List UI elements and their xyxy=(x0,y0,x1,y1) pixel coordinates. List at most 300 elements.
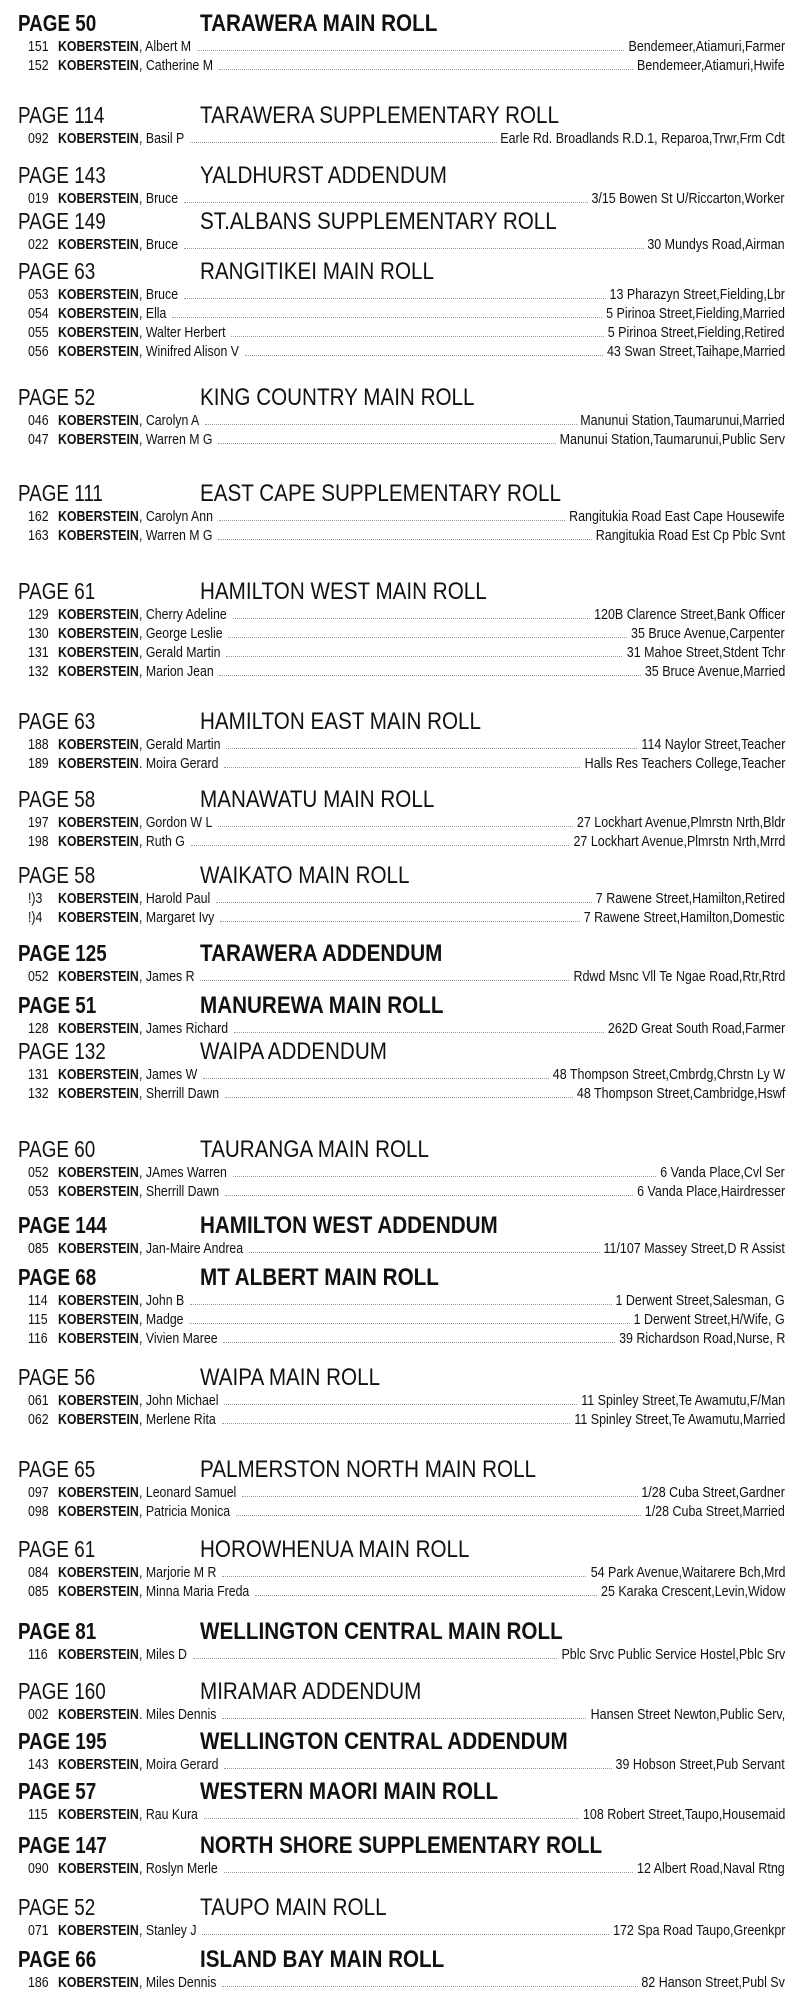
entry-address-occupation: 35 Bruce Avenue,Married xyxy=(644,664,785,680)
entry-surname: KOBERSTEIN xyxy=(58,1975,139,1991)
entry-surname: KOBERSTEIN xyxy=(58,432,139,448)
roll-entry xyxy=(0,1564,805,1583)
roll-entry xyxy=(0,644,805,663)
roll-entry xyxy=(0,968,805,987)
page-number: PAGE 81 xyxy=(18,1618,97,1644)
roll-entry xyxy=(0,1392,805,1411)
entry-number: 022 xyxy=(28,237,49,253)
entry-number: 115 xyxy=(28,1312,48,1328)
entry-surname: KOBERSTEIN xyxy=(58,191,139,207)
entry-surname: KOBERSTEIN xyxy=(58,1165,139,1181)
roll-entry xyxy=(0,1411,805,1430)
dot-leader xyxy=(190,142,497,143)
entry-given-names: , Basil P xyxy=(138,131,185,147)
roll-section xyxy=(0,382,805,450)
roll-title: NORTH SHORE SUPPLEMENTARY ROLL xyxy=(200,1832,603,1859)
roll-section xyxy=(0,160,805,209)
entry-given-names: , Bruce xyxy=(138,237,178,253)
entry-surname: KOBERSTEIN xyxy=(58,509,139,525)
entry-address-occupation: 1 Derwent Street,Salesman, G xyxy=(615,1293,785,1309)
dot-leader xyxy=(226,748,637,749)
dot-leader xyxy=(184,202,588,203)
entry-given-names: , Stanley J xyxy=(138,1923,197,1939)
roll-entry xyxy=(0,38,805,57)
entry-address-occupation: 12 Albert Road,Naval Rtng xyxy=(637,1861,785,1877)
entry-address-occupation: 6 Vanda Place,Hairdresser xyxy=(636,1184,785,1200)
roll-section xyxy=(0,1454,805,1522)
roll-title: HAMILTON EAST MAIN ROLL xyxy=(200,708,482,735)
entry-number: 143 xyxy=(28,1757,49,1773)
roll-section xyxy=(0,1776,805,1825)
entry-number: 162 xyxy=(28,509,49,525)
entry-surname: KOBERSTEIN xyxy=(58,1331,139,1347)
section-header xyxy=(0,1362,805,1392)
section-header xyxy=(0,706,805,736)
roll-section xyxy=(0,576,805,682)
dot-leader xyxy=(184,298,606,299)
entry-given-names: , Miles D xyxy=(138,1647,187,1663)
entry-address-occupation: 11/107 Massey Street,D R Assist xyxy=(603,1241,785,1257)
entry-number: !)4 xyxy=(28,910,43,926)
roll-section xyxy=(0,206,805,255)
entry-number: 071 xyxy=(28,1923,49,1939)
page-number: PAGE 61 xyxy=(18,578,96,604)
entry-number: 115 xyxy=(28,1807,48,1823)
entry-given-names: , Marjorie M R xyxy=(138,1565,217,1581)
roll-title: ISLAND BAY MAIN ROLL xyxy=(200,1946,445,1973)
dot-leader xyxy=(255,1595,597,1596)
entry-surname: KOBERSTEIN xyxy=(58,1504,139,1520)
section-header xyxy=(0,100,805,130)
dot-leader xyxy=(190,1304,612,1305)
entry-given-names: , James Richard xyxy=(138,1021,228,1037)
section-header xyxy=(0,8,805,38)
entry-number: 054 xyxy=(28,306,49,322)
roll-title: MANUREWA MAIN ROLL xyxy=(200,992,444,1019)
entry-surname: KOBERSTEIN xyxy=(58,737,139,753)
entry-address-occupation: Hansen Street Newton,Public Serv, xyxy=(590,1707,785,1723)
roll-section xyxy=(0,478,805,546)
entry-number: 132 xyxy=(28,664,49,680)
entry-address-occupation: 6 Vanda Place,Cvl Ser xyxy=(660,1165,785,1181)
entry-given-names: , John Michael xyxy=(138,1393,219,1409)
entry-address-occupation: 48 Thompson Street,Cmbrdg,Chrstn Ly W xyxy=(552,1067,785,1083)
entry-address-occupation: 35 Bruce Avenue,Carpenter xyxy=(631,626,785,642)
roll-entry xyxy=(0,663,805,682)
entry-address-occupation: 13 Pharazyn Street,Fielding,Lbr xyxy=(609,287,785,303)
dot-leader xyxy=(219,69,634,70)
roll-section xyxy=(0,990,805,1039)
dot-leader xyxy=(222,1423,571,1424)
page-number: PAGE 52 xyxy=(18,1894,96,1920)
dot-leader xyxy=(218,826,573,827)
entry-surname: KOBERSTEIN xyxy=(58,1923,139,1939)
entry-surname: KOBERSTEIN xyxy=(58,969,139,985)
entry-given-names: , Jan-Maire Andrea xyxy=(138,1241,243,1257)
roll-entry xyxy=(0,1806,805,1825)
entry-address-occupation: 5 Pirinoa Street,Fielding,Married xyxy=(606,306,785,322)
entry-surname: KOBERSTEIN xyxy=(58,131,139,147)
entry-given-names: , Carolyn Ann xyxy=(138,509,213,525)
entry-number: 085 xyxy=(28,1241,49,1257)
entry-given-names: , Marion Jean xyxy=(138,664,214,680)
entry-number: 197 xyxy=(28,815,49,831)
entry-address-occupation: 1 Derwent Street,H/Wife, G xyxy=(633,1312,785,1328)
roll-entry xyxy=(0,1922,805,1941)
entry-address-occupation: Manunui Station,Taumarunui,Public Serv xyxy=(559,432,785,448)
roll-section xyxy=(0,706,805,774)
entry-number: 188 xyxy=(28,737,49,753)
dot-leader xyxy=(224,1404,577,1405)
roll-title: ST.ALBANS SUPPLEMENTARY ROLL xyxy=(200,208,557,235)
roll-entry xyxy=(0,625,805,644)
entry-number: 189 xyxy=(28,756,49,772)
entry-number: 061 xyxy=(28,1393,49,1409)
dot-leader xyxy=(233,618,590,619)
entry-surname: KOBERSTEIN xyxy=(58,607,139,623)
roll-entry xyxy=(0,236,805,255)
entry-address-occupation: Manunui Station,Taumarunui,Married xyxy=(580,413,785,429)
entry-address-occupation: Bendemeer,Atiamuri,Hwife xyxy=(637,58,785,74)
entry-number: 085 xyxy=(28,1584,49,1600)
entry-number: 097 xyxy=(28,1485,49,1501)
page-number: PAGE 52 xyxy=(18,384,96,410)
entry-surname: KOBERSTEIN xyxy=(58,1293,139,1309)
entry-given-names: , Moira Gerard xyxy=(138,1757,219,1773)
section-header xyxy=(0,1676,805,1706)
roll-section xyxy=(0,256,805,362)
dot-leader xyxy=(184,248,644,249)
page-number: PAGE 68 xyxy=(18,1264,97,1290)
roll-section xyxy=(0,1830,805,1879)
entry-given-names: , Bruce xyxy=(138,287,178,303)
roll-section xyxy=(0,1616,805,1665)
section-header xyxy=(0,860,805,890)
entry-number: 084 xyxy=(28,1565,49,1581)
roll-entry xyxy=(0,412,805,431)
entry-given-names: , Harold Paul xyxy=(138,891,211,907)
entry-given-names: , Rau Kura xyxy=(138,1807,198,1823)
roll-title: HOROWHENUA MAIN ROLL xyxy=(200,1536,470,1563)
entry-address-occupation: Halls Res Teachers College,Teacher xyxy=(584,756,785,772)
roll-title: MT ALBERT MAIN ROLL xyxy=(200,1264,439,1291)
roll-title: MANAWATU MAIN ROLL xyxy=(200,786,435,813)
dot-leader xyxy=(224,1768,612,1769)
entry-given-names: , Sherrill Dawn xyxy=(138,1184,219,1200)
entry-given-names: , Madge xyxy=(138,1312,184,1328)
entry-given-names: , Vivien Maree xyxy=(138,1331,218,1347)
entry-address-occupation: Earle Rd. Broadlands R.D.1, Reparoa,Trwr,Frm Cdt xyxy=(500,131,785,147)
roll-entry xyxy=(0,57,805,76)
entry-address-occupation: Bendemeer,Atiamuri,Farmer xyxy=(628,39,785,55)
roll-title: WELLINGTON CENTRAL ADDENDUM xyxy=(200,1728,568,1755)
entry-number: 131 xyxy=(28,1067,49,1083)
roll-title: WAIPA MAIN ROLL xyxy=(200,1364,381,1391)
roll-entry xyxy=(0,1484,805,1503)
page-number: PAGE 195 xyxy=(18,1728,107,1754)
dot-leader xyxy=(231,336,604,337)
roll-title: TARAWERA ADDENDUM xyxy=(200,940,443,967)
roll-entry xyxy=(0,1583,805,1602)
roll-entry xyxy=(0,1240,805,1259)
dot-leader xyxy=(216,902,592,903)
page-number: PAGE 63 xyxy=(18,708,96,734)
dot-leader xyxy=(203,1078,549,1079)
dot-leader xyxy=(220,921,580,922)
roll-entry xyxy=(0,1066,805,1085)
entry-number: 128 xyxy=(28,1021,49,1037)
entry-given-names: . Miles Dennis xyxy=(138,1707,217,1723)
entry-surname: KOBERSTEIN xyxy=(58,1807,139,1823)
dot-leader xyxy=(225,1195,633,1196)
roll-section xyxy=(0,860,805,928)
roll-entry xyxy=(0,1503,805,1522)
roll-section xyxy=(0,100,805,149)
entry-address-occupation: Rangitukia Road East Cape Housewife xyxy=(569,509,785,525)
roll-entry xyxy=(0,527,805,546)
entry-surname: KOBERSTEIN xyxy=(58,1757,139,1773)
entry-given-names: , Minna Maria Freda xyxy=(138,1584,250,1600)
entry-number: 053 xyxy=(28,287,49,303)
roll-section xyxy=(0,8,805,76)
page-number: PAGE 56 xyxy=(18,1364,96,1390)
roll-section xyxy=(0,1210,805,1259)
dot-leader xyxy=(193,1658,557,1659)
dot-leader xyxy=(218,539,591,540)
entry-number: 130 xyxy=(28,626,49,642)
entry-address-occupation: 172 Spa Road Taupo,Greenkpr xyxy=(612,1923,785,1939)
entry-number: 198 xyxy=(28,834,49,850)
section-header xyxy=(0,1262,805,1292)
entry-number: 019 xyxy=(28,191,49,207)
roll-entry xyxy=(0,305,805,324)
dot-leader xyxy=(204,1818,579,1819)
page-number: PAGE 132 xyxy=(18,1038,106,1064)
roll-entry xyxy=(0,1706,805,1725)
dot-leader xyxy=(245,355,603,356)
page-number: PAGE 60 xyxy=(18,1136,96,1162)
roll-title: HAMILTON WEST MAIN ROLL xyxy=(200,578,487,605)
entry-given-names: , Cherry Adeline xyxy=(138,607,227,623)
entry-address-occupation: 262D Great South Road,Farmer xyxy=(607,1021,785,1037)
dot-leader xyxy=(222,1576,586,1577)
dot-leader xyxy=(205,424,576,425)
entry-surname: KOBERSTEIN xyxy=(58,1067,139,1083)
entry-given-names: . Moira Gerard xyxy=(138,756,219,772)
entry-number: 062 xyxy=(28,1412,49,1428)
entry-number: 163 xyxy=(28,528,49,544)
section-header xyxy=(0,382,805,412)
roll-section xyxy=(0,1134,805,1202)
entry-surname: KOBERSTEIN xyxy=(58,834,139,850)
entry-surname: KOBERSTEIN xyxy=(58,1707,139,1723)
section-header xyxy=(0,1616,805,1646)
entry-address-occupation: 30 Mundys Road,Airman xyxy=(647,237,785,253)
entry-surname: KOBERSTEIN xyxy=(58,1086,139,1102)
roll-title: HAMILTON WEST ADDENDUM xyxy=(200,1212,498,1239)
entry-number: 052 xyxy=(28,969,49,985)
dot-leader xyxy=(236,1515,641,1516)
roll-section xyxy=(0,784,805,852)
entry-given-names: , Bruce xyxy=(138,191,178,207)
entry-surname: KOBERSTEIN xyxy=(58,1485,139,1501)
roll-entry xyxy=(0,1183,805,1202)
entry-given-names: , Albert M xyxy=(138,39,191,55)
entry-number: 047 xyxy=(28,432,49,448)
roll-entry xyxy=(0,431,805,450)
entry-address-occupation: 54 Park Avenue,Waitarere Bch,Mrd xyxy=(590,1565,785,1581)
dot-leader xyxy=(234,1032,604,1033)
page-number: PAGE 58 xyxy=(18,862,96,888)
roll-title: WAIKATO MAIN ROLL xyxy=(200,862,410,889)
dot-leader xyxy=(226,656,622,657)
entry-address-occupation: 31 Mahoe Street,Stdent Tchr xyxy=(626,645,785,661)
entry-number: !)3 xyxy=(28,891,43,907)
entry-address-occupation: 48 Thompson Street,Cambridge,Hswf xyxy=(576,1086,785,1102)
roll-title: RANGITIKEI MAIN ROLL xyxy=(200,258,434,285)
dot-leader xyxy=(219,675,640,676)
roll-title: WELLINGTON CENTRAL MAIN ROLL xyxy=(200,1618,563,1645)
entry-given-names: , Ruth G xyxy=(138,834,185,850)
roll-title: WESTERN MAORI MAIN ROLL xyxy=(200,1778,499,1805)
entry-number: 092 xyxy=(28,131,49,147)
roll-title: TAUPO MAIN ROLL xyxy=(200,1894,387,1921)
entry-surname: KOBERSTEIN xyxy=(58,1241,139,1257)
entry-number: 131 xyxy=(28,645,49,661)
entry-surname: KOBERSTEIN xyxy=(58,325,139,341)
entry-given-names: , James R xyxy=(138,969,195,985)
entry-given-names: , George Leslie xyxy=(138,626,223,642)
roll-section xyxy=(0,938,805,987)
entry-address-occupation: Rdwd Msnc Vll Te Ngae Road,Rtr,Rtrd xyxy=(573,969,785,985)
roll-entry xyxy=(0,343,805,362)
entry-number: 132 xyxy=(28,1086,49,1102)
entry-address-occupation: 39 Hobson Street,Pub Servant xyxy=(615,1757,785,1773)
entry-number: 151 xyxy=(28,39,49,55)
page-number: PAGE 51 xyxy=(18,992,97,1018)
page-number: PAGE 125 xyxy=(18,940,107,966)
entry-given-names: , Carolyn A xyxy=(138,413,200,429)
entry-number: 090 xyxy=(28,1861,49,1877)
entry-address-occupation: 25 Karaka Crescent,Levin,Widow xyxy=(600,1584,785,1600)
page-number: PAGE 57 xyxy=(18,1778,97,1804)
dot-leader xyxy=(222,1718,586,1719)
entry-address-occupation: 5 Pirinoa Street,Fielding,Retired xyxy=(608,325,785,341)
entry-number: 116 xyxy=(28,1331,48,1347)
section-header xyxy=(0,478,805,508)
entry-address-occupation: 7 Rawene Street,Hamilton,Domestic xyxy=(584,910,785,926)
roll-entry xyxy=(0,1860,805,1879)
roll-section xyxy=(0,1726,805,1775)
entry-address-occupation: 27 Lockhart Avenue,Plmrstn Nrth,Bldr xyxy=(576,815,785,831)
entry-given-names: , Miles Dennis xyxy=(138,1975,217,1991)
roll-entry xyxy=(0,1646,805,1665)
entry-surname: KOBERSTEIN xyxy=(58,1647,139,1663)
roll-entry xyxy=(0,755,805,774)
entry-surname: KOBERSTEIN xyxy=(58,306,139,322)
roll-title: WAIPA ADDENDUM xyxy=(200,1038,387,1065)
entry-given-names: , JAmes Warren xyxy=(138,1165,227,1181)
entry-address-occupation: 39 Richardson Road,Nurse, R xyxy=(618,1331,785,1347)
entry-given-names: , John B xyxy=(138,1293,185,1309)
entry-surname: KOBERSTEIN xyxy=(58,626,139,642)
dot-leader xyxy=(228,637,627,638)
entry-surname: KOBERSTEIN xyxy=(58,645,139,661)
section-header xyxy=(0,1944,805,1974)
entry-given-names: , Gerald Martin xyxy=(138,645,221,661)
entry-address-occupation: 114 Naylor Street,Teacher xyxy=(641,737,785,753)
entry-surname: KOBERSTEIN xyxy=(58,1393,139,1409)
roll-title: YALDHURST ADDENDUM xyxy=(200,162,447,189)
entry-number: 056 xyxy=(28,344,49,360)
roll-entry xyxy=(0,736,805,755)
entry-surname: KOBERSTEIN xyxy=(58,1021,139,1037)
entry-number: 046 xyxy=(28,413,49,429)
roll-entry xyxy=(0,890,805,909)
entry-surname: KOBERSTEIN xyxy=(58,287,139,303)
section-header xyxy=(0,1454,805,1484)
entry-given-names: , James W xyxy=(138,1067,198,1083)
roll-section xyxy=(0,1944,805,1993)
entry-address-occupation: 82 Hanson Street,Publ Sv xyxy=(641,1975,785,1991)
entry-number: 152 xyxy=(28,58,49,74)
dot-leader xyxy=(249,1252,600,1253)
roll-entry xyxy=(0,1085,805,1104)
page-number: PAGE 144 xyxy=(18,1212,107,1238)
roll-title: EAST CAPE SUPPLEMENTARY ROLL xyxy=(200,480,561,507)
entry-surname: KOBERSTEIN xyxy=(58,413,139,429)
section-header xyxy=(0,1726,805,1756)
entry-number: 098 xyxy=(28,1504,49,1520)
dot-leader xyxy=(225,1097,573,1098)
roll-section xyxy=(0,1892,805,1941)
roll-entry xyxy=(0,1292,805,1311)
section-header xyxy=(0,784,805,814)
page-number: PAGE 114 xyxy=(18,102,105,128)
entry-surname: KOBERSTEIN xyxy=(58,756,139,772)
entry-surname: KOBERSTEIN xyxy=(58,910,139,926)
page-number: PAGE 50 xyxy=(18,10,97,36)
page-number: PAGE 65 xyxy=(18,1456,96,1482)
roll-title: KING COUNTRY MAIN ROLL xyxy=(200,384,475,411)
page-number: PAGE 66 xyxy=(18,1946,97,1972)
roll-title: TARAWERA MAIN ROLL xyxy=(200,10,438,37)
roll-section xyxy=(0,1362,805,1430)
roll-entry xyxy=(0,1164,805,1183)
roll-entry xyxy=(0,814,805,833)
entry-given-names: , Catherine M xyxy=(138,58,213,74)
entry-given-names: , Winifred Alison V xyxy=(138,344,239,360)
page-number: PAGE 58 xyxy=(18,786,96,812)
entry-surname: KOBERSTEIN xyxy=(58,237,139,253)
entry-number: 116 xyxy=(28,1647,48,1663)
entry-surname: KOBERSTEIN xyxy=(58,815,139,831)
roll-title: PALMERSTON NORTH MAIN ROLL xyxy=(200,1456,537,1483)
roll-entry xyxy=(0,324,805,343)
entry-address-occupation: 1/28 Cuba Street,Married xyxy=(644,1504,785,1520)
page-number: PAGE 149 xyxy=(18,208,106,234)
entry-address-occupation: 11 Spinley Street,Te Awamutu,F/Man xyxy=(580,1393,785,1409)
entry-number: 114 xyxy=(28,1293,48,1309)
roll-entry xyxy=(0,508,805,527)
section-header xyxy=(0,1892,805,1922)
roll-section xyxy=(0,1262,805,1349)
dot-leader xyxy=(202,1934,608,1935)
entry-surname: KOBERSTEIN xyxy=(58,528,139,544)
entry-address-occupation: Rangitukia Road Est Cp Pblc Svnt xyxy=(595,528,785,544)
entry-number: 055 xyxy=(28,325,49,341)
roll-entry xyxy=(0,1311,805,1330)
